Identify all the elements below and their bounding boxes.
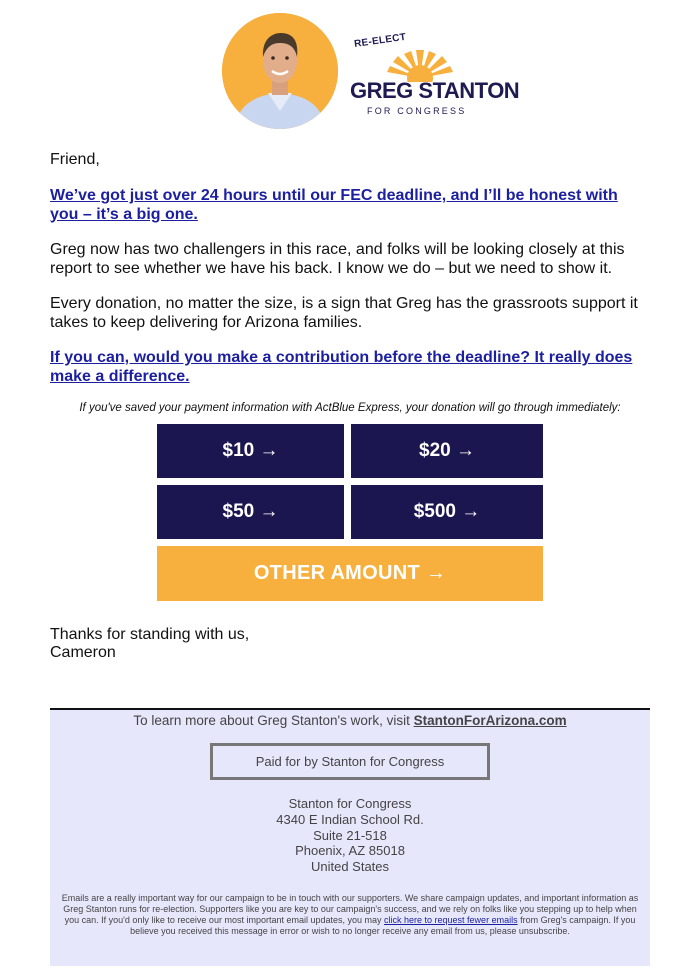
candidate-photo bbox=[222, 13, 338, 129]
website-link[interactable]: StantonForArizona.com bbox=[413, 713, 567, 728]
email-footer bbox=[50, 708, 650, 966]
email-header bbox=[0, 12, 700, 132]
donate-50-button[interactable]: $50 → bbox=[157, 485, 344, 539]
address-line: Stanton for Congress bbox=[288, 796, 412, 811]
actblue-note: If you've saved your payment information with ActBlue Express, your donation will go through immediately: bbox=[79, 402, 621, 414]
fine-print-text: Emails are a really important way for our campaign to be in touch with our supporters. We share campaign updates, and important information as Greg Stanton runs for re-election. Supporters like you are key to our campaign's success, and we rely on folks like you stepping up to help when you can. If you'd only like to receive our most important email updates, you may bbox=[61, 893, 639, 925]
greeting: Friend, bbox=[50, 151, 100, 168]
closing-line: Thanks for standing with us, bbox=[50, 626, 250, 643]
donate-500-button[interactable]: $500 → bbox=[351, 485, 543, 539]
campaign-logo bbox=[350, 31, 520, 126]
address-line: Suite 21-518 bbox=[313, 827, 387, 843]
learn-more-text: To learn more about Greg Stanton's work, visit bbox=[133, 713, 414, 728]
reelect-label: RE-ELECT bbox=[353, 31, 407, 50]
address-line: Phoenix, AZ 85018 bbox=[295, 843, 405, 859]
fine-print bbox=[58, 893, 642, 937]
challengers-paragraph: Greg now has two challengers in this race, and folks will be looking closely at this report to see whether we have his back. I know we do – but we need to show it. bbox=[50, 241, 625, 277]
donate-20-button[interactable]: $20 → bbox=[351, 424, 543, 478]
candidate-portrait-image bbox=[222, 13, 338, 129]
address-line: 4340 E Indian School Rd. bbox=[276, 811, 424, 827]
paid-for-box: Paid for by Stanton for Congress bbox=[210, 743, 490, 780]
for-congress-label: FOR CONGRESS bbox=[367, 106, 467, 116]
contribution-link[interactable]: If you can, would you make a contribution before the deadline? It really does make a difference. bbox=[50, 349, 633, 385]
fewer-emails-link[interactable]: click here to request fewer emails bbox=[384, 915, 518, 925]
contribution-paragraph bbox=[50, 349, 650, 386]
address-line: United States bbox=[310, 859, 390, 875]
learn-more-line bbox=[50, 713, 650, 728]
donate-10-button[interactable]: $10 → bbox=[157, 424, 344, 478]
fine-print-text-end: from Greg's campaign. If you believe you received this message in error or wish to no longer receive any email from us, please unsubscribe. bbox=[130, 915, 636, 936]
donate-other-amount-button[interactable]: OTHER AMOUNT → bbox=[157, 546, 543, 601]
mailing-address bbox=[50, 796, 650, 875]
grassroots-paragraph: Every donation, no matter the size, is a sign that Greg has the grassroots support it takes to keep delivering for Arizona families. bbox=[50, 295, 638, 331]
signature: Cameron bbox=[50, 644, 116, 661]
candidate-name: GREG STANTON bbox=[350, 78, 520, 103]
deadline-link[interactable]: We’ve got just over 24 hours until our FEC deadline, and I’ll be honest with you – it’s a big one. bbox=[50, 187, 618, 223]
deadline-paragraph bbox=[50, 187, 650, 224]
